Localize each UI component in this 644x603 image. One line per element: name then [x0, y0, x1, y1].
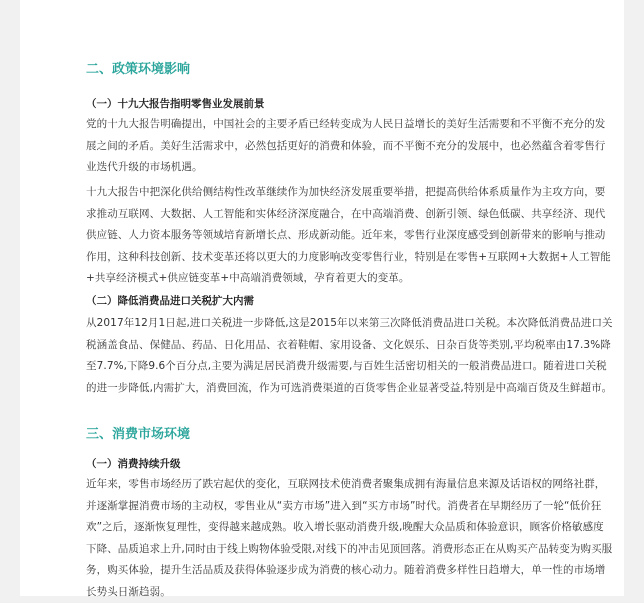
paragraph-19th-congress-1: 党的十九大报告明确提出，中国社会的主要矛盾已经转变成为人民日益增长的美好生活需要和不平衡不充分的发展之间的矛盾。美好生活需求中，必然包括更好的消费和体验，而不平衡不充分的发展中，也必然蕴含着零售行业迭代升级的市场机遇。	[86, 118, 606, 173]
subsection-title-19th-congress: （一）十九大报告指明零售业发展前景	[86, 98, 265, 110]
paragraph-import-tariffs: 从2017年12月1日起,进口关税进一步降低,这是2015年以来第三次降低消费品进口关税。本次降低消费品进口关税涵盖食品、保健品、药品、日化用品、衣着鞋帽、家用设备、文化娱乐、日杂百货等类别,平均税率由17.3%降至7.7%,下降9.6个百分点,主要为满足居民消费升级需要,与百姓生活密切相关的一般消费品进口。随着进口关税的进一步降低,内需扩大，消费回流，作为可选消费渠道的百货零售企业显著受益,特别是中高端百货及生鲜超市。	[86, 317, 613, 394]
subsection-title-consumption-upgrade: （一）消费持续升级	[86, 458, 181, 470]
paragraph-consumption-upgrade: 近年来，零售市场经历了跌宕起伏的变化，互联网技术使消费者聚集成拥有海量信息来源及话语权的网络社群，并逐渐掌握消费市场的主动权，零售业从“卖方市场”进入到“买方市场”时代。消费者在早期经历了一轮“低价狂欢”之后，逐渐恢复理性，变得越来越成熟。收入增长驱动消费升级,晚醒大众品质和体验意识，顾客价格敏感度下降、品质追求上升,同时由于线上购物体验受限,对线下的冲击见顶回落。消费形态正在从购买产品转变为购买服务，购买体验，提升生活品质及获得体验逐步成为消费的核心动力。随着消费多样性日趋增大，单一性的市场增长势头日渐趋弱。	[86, 478, 613, 598]
document-page	[20, 0, 624, 596]
section-heading-consumer-market: 三、消费市场环境	[86, 427, 191, 442]
subsection-title-import-tariffs: （二）降低消费品进口关税扩大内需	[86, 295, 254, 307]
section-heading-policy: 二、政策环境影响	[86, 62, 191, 77]
paragraph-19th-congress-2: 十九大报告中把深化供给侧结构性改革继续作为加快经济发展重要举措，把提高供给体系质量作为主攻方向，要求推动互联网、大数据、人工智能和实体经济深度融合，在中高端消费、创新引领、绿色低碳、共享经济、现代供应链、人力资本服务等领域培育新增长点、形成新动能。近年来，零售行业深度感受到创新带来的影响与推动作用，这种科技创新、技术变革还将以更大的力度影响改变零售行业，特别是在零售+互联网+大数据+人工智能+共享经济模式+供应链变革+中高端消费领域，孕育着更大的变革。	[86, 186, 611, 284]
